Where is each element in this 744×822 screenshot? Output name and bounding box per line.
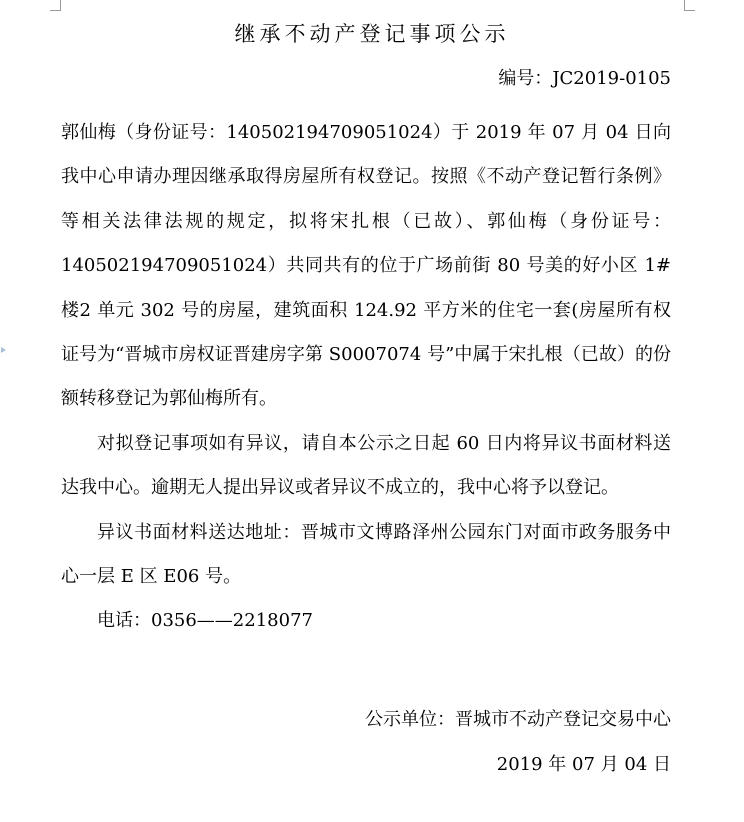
crop-mark-top-left xyxy=(50,0,61,11)
issuer-value: 晋城市不动产登记交易中心 xyxy=(455,709,671,730)
notice-date: 2019 年 07 月 04 日 xyxy=(496,754,671,775)
paragraph-phone xyxy=(61,599,671,643)
issuer-label: 公示单位： xyxy=(365,709,455,730)
document-number-value: JC2019-0105 xyxy=(552,68,671,89)
document-number-label: 编号： xyxy=(498,68,553,89)
anchor-marker-icon xyxy=(0,345,8,355)
document-body xyxy=(61,111,671,644)
paragraph-application: 郭仙梅（身份证号：140502194709051024）于 2019 年 07 月 04 日向我中心申请办理因继承取得房屋所有权登记。按照《不动产登记暂行条例》等相关法律法规的规定，拟将宋扎根（已故）、郭仙梅（身份证号：140502194709051024）共同共有的位于广场前街 80 号美的好小区 1#楼2 单元 302 号的房屋，建筑面积 124.92 平方米的住宅一套(房屋所有权证号为“晋城市房权证晋建房字第 S0007074 号”中属于宋扎根（已故）的份额转移登记为郭仙梅所有。 xyxy=(61,122,671,410)
document-title: 继承不动产登记事项公示 xyxy=(234,22,510,46)
paragraph-objection-notice: 对拟登记事项如有异议，请自本公示之日起 60 日内将异议书面材料送达我中心。逾期无人提出异议或者异议不成立的，我中心将予以登记。 xyxy=(61,432,671,499)
document-number xyxy=(498,66,671,92)
crop-mark-top-right xyxy=(684,0,695,11)
phone-label: 电话： xyxy=(97,610,151,632)
paragraph-objection-address: 异议书面材料送达地址：晋城市文博路泽州公园东门对面市政务服务中心一层 E 区 E06 号。 xyxy=(61,521,671,588)
issuer-line xyxy=(365,707,671,733)
phone-value: 0356——2218077 xyxy=(151,610,313,632)
